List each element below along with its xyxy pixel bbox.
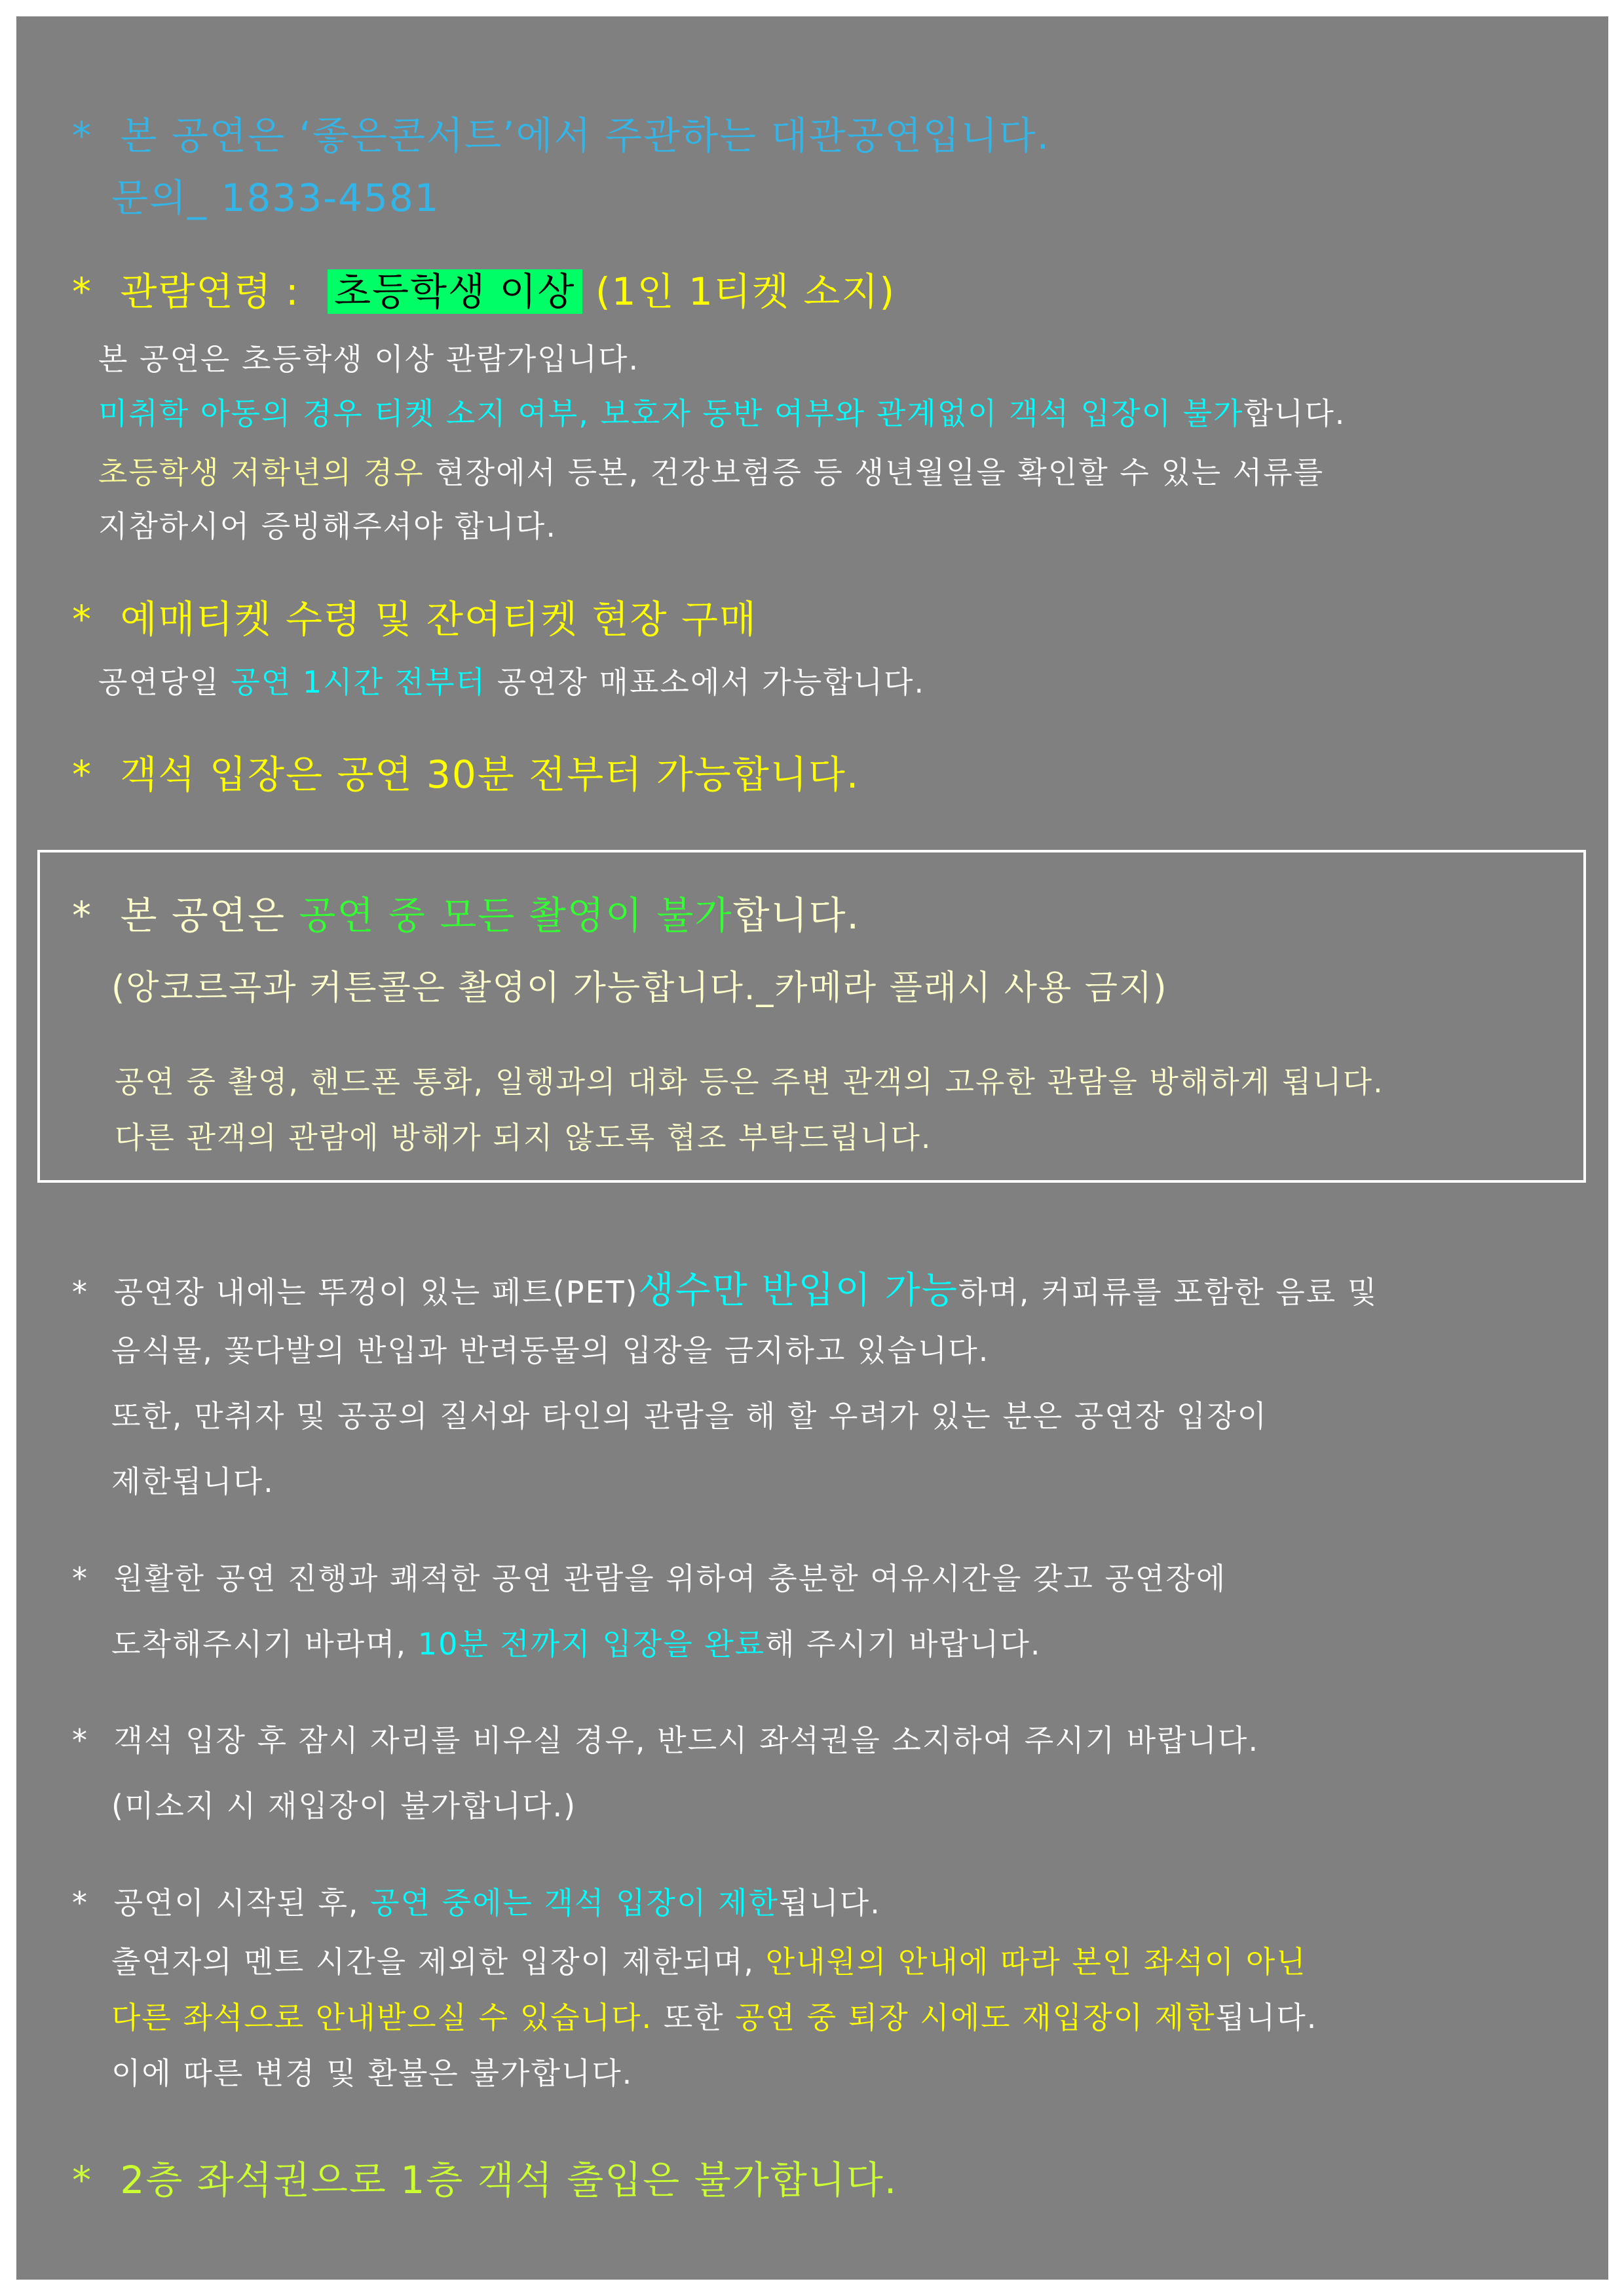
arrival-line-1-text: 원활한 공연 진행과 쾌적한 공연 관람을 위하여 충분한 여유시간을 갖고 공연장에	[113, 1561, 1227, 1596]
late-line-2-emphasis: 안내원의 안내에 따라 본인 좌석이 아닌	[765, 1944, 1307, 1980]
seat-entry-line	[72, 744, 859, 799]
seat-entry-text: 객석 입장은 공연 30분 전부터 가능합니다.	[120, 752, 860, 797]
late-line-1-emphasis: 공연 중에는 객석 입장이 제한	[370, 1885, 779, 1921]
age-line-2	[98, 390, 1346, 433]
bullet-star: *	[72, 597, 92, 641]
ticket-title-line	[72, 588, 757, 643]
age-line-2-emphasis: 미취학 아동의 경우 티켓 소지 여부, 보호자 동반 여부와 관계없이 객석 입장이 불가	[98, 396, 1244, 431]
late-line-2-head: 출연자의 멘트 시간을 제외한 입장이 제한되며,	[111, 1944, 766, 1980]
bullet-star: *	[72, 752, 92, 797]
ticket-line-1-tail: 공연장 매표소에서 가능합니다.	[485, 664, 926, 700]
arrival-line-1	[72, 1555, 1226, 1598]
age-line-3-tail: 현장에서 등본, 건강보험증 등 생년월일을 확인할 수 있는 서류를	[424, 455, 1325, 490]
photo-line-1-emphasis: 공연 중 모든 촬영이 불가	[299, 893, 733, 938]
leave-line-2: (미소지 시 재입장이 불가합니다.)	[111, 1788, 577, 1824]
bullet-star: *	[72, 1561, 88, 1596]
arrival-line-2-tail: 해 주시기 바랍니다.	[765, 1626, 1042, 1662]
age-line-4: 지참하시어 증빙해주셔야 합니다.	[98, 508, 557, 544]
food-line-1-head: 공연장 내에는 뚜껑이 있는 페트(PET)	[113, 1274, 639, 1310]
late-line-1-tail: 됩니다.	[778, 1885, 881, 1921]
bullet-star: *	[72, 1885, 88, 1921]
food-line-3: 또한, 만취자 및 공공의 질서와 타인의 관람을 해 할 우려가 있는 분은 공연장 입장이	[111, 1398, 1268, 1434]
ticket-line-1	[98, 659, 925, 702]
photo-line-1-head: 본 공연은	[120, 893, 299, 938]
leave-line-1-text: 객석 입장 후 잠시 자리를 비우실 경우, 반드시 좌석권을 소지하여 주시기 바랍니다.	[113, 1723, 1260, 1758]
floor-text: 2층 좌석권으로 1층 객석 출입은 불가합니다.	[120, 2158, 898, 2202]
late-line-3-emphasis-2: 공연 중 퇴장 시에도 재입장이 제한	[735, 2000, 1216, 2035]
arrival-line-2-emphasis: 10분 전까지 입장을 완료	[417, 1626, 766, 1662]
age-line-3-emphasis: 초등학생 저학년의 경우	[98, 455, 425, 490]
food-line-1	[72, 1261, 1378, 1314]
food-line-1-tail: 하며, 커피류를 포함한 음료 및	[958, 1274, 1378, 1310]
bullet-star: *	[72, 2158, 92, 2202]
arrival-line-2	[111, 1620, 1041, 1664]
ticket-line-1-head: 공연당일	[98, 664, 231, 700]
leave-line-1	[72, 1717, 1259, 1760]
late-line-1	[72, 1879, 881, 1923]
photo-line-4: 다른 관객의 관람에 방해가 되지 않도록 협조 부탁드립니다.	[115, 1120, 932, 1155]
floor-line	[72, 2149, 897, 2204]
host-contact: 문의_ 1833-4581	[111, 176, 440, 220]
age-highlight-badge: 초등학생 이상	[328, 269, 582, 314]
late-line-4: 이에 따른 변경 및 환불은 불가합니다.	[111, 2056, 633, 2091]
age-title: 관람연령 :	[120, 269, 300, 314]
arrival-line-2-head: 도착해주시기 바라며,	[111, 1626, 418, 1662]
host-text: 본 공연은 ‘좋은콘서트’에서 주관하는 대관공연입니다.	[120, 113, 1051, 158]
food-line-4: 제한됩니다.	[111, 1464, 274, 1499]
photo-line-2: (앙코르곡과 커튼콜은 촬영이 가능합니다._카메라 플래시 사용 금지)	[111, 968, 1168, 1008]
late-line-3	[111, 1994, 1317, 2037]
late-line-1-head: 공연이 시작된 후,	[113, 1885, 371, 1921]
photo-line-1	[72, 885, 860, 940]
ticket-title: 예매티켓 수령 및 잔여티켓 현장 구매	[120, 597, 758, 641]
bullet-star: *	[72, 1723, 88, 1758]
age-title-line	[72, 261, 896, 316]
food-line-1-emphasis: 생수만 반입이 가능	[638, 1269, 958, 1312]
photo-line-3: 공연 중 촬영, 핸드폰 통화, 일행과의 대화 등은 주변 관객의 고유한 관람을 방해하게 됩니다.	[115, 1064, 1384, 1100]
age-line-2-tail: 합니다.	[1243, 396, 1346, 431]
host-line-1	[72, 105, 1050, 160]
bullet-star: *	[72, 269, 92, 314]
late-line-3-emphasis: 다른 좌석으로 안내받으실 수 있습니다.	[111, 2000, 653, 2035]
photo-line-1-tail: 합니다.	[732, 893, 860, 938]
food-line-2: 음식물, 꽃다발의 반입과 반려동물의 입장을 금지하고 있습니다.	[111, 1333, 990, 1368]
late-line-3-mid: 또한	[652, 2000, 736, 2035]
age-line-3	[98, 449, 1324, 492]
bullet-star: *	[72, 113, 92, 158]
age-title-tail: (1인 1티켓 소지)	[595, 269, 896, 314]
late-line-2	[111, 1938, 1307, 1981]
ticket-line-1-emphasis: 공연 1시간 전부터	[231, 664, 486, 700]
age-line-1: 본 공연은 초등학생 이상 관람가입니다.	[98, 341, 640, 377]
late-line-3-tail: 됩니다.	[1215, 2000, 1318, 2035]
bullet-star: *	[72, 1274, 88, 1310]
bullet-star: *	[72, 893, 92, 938]
